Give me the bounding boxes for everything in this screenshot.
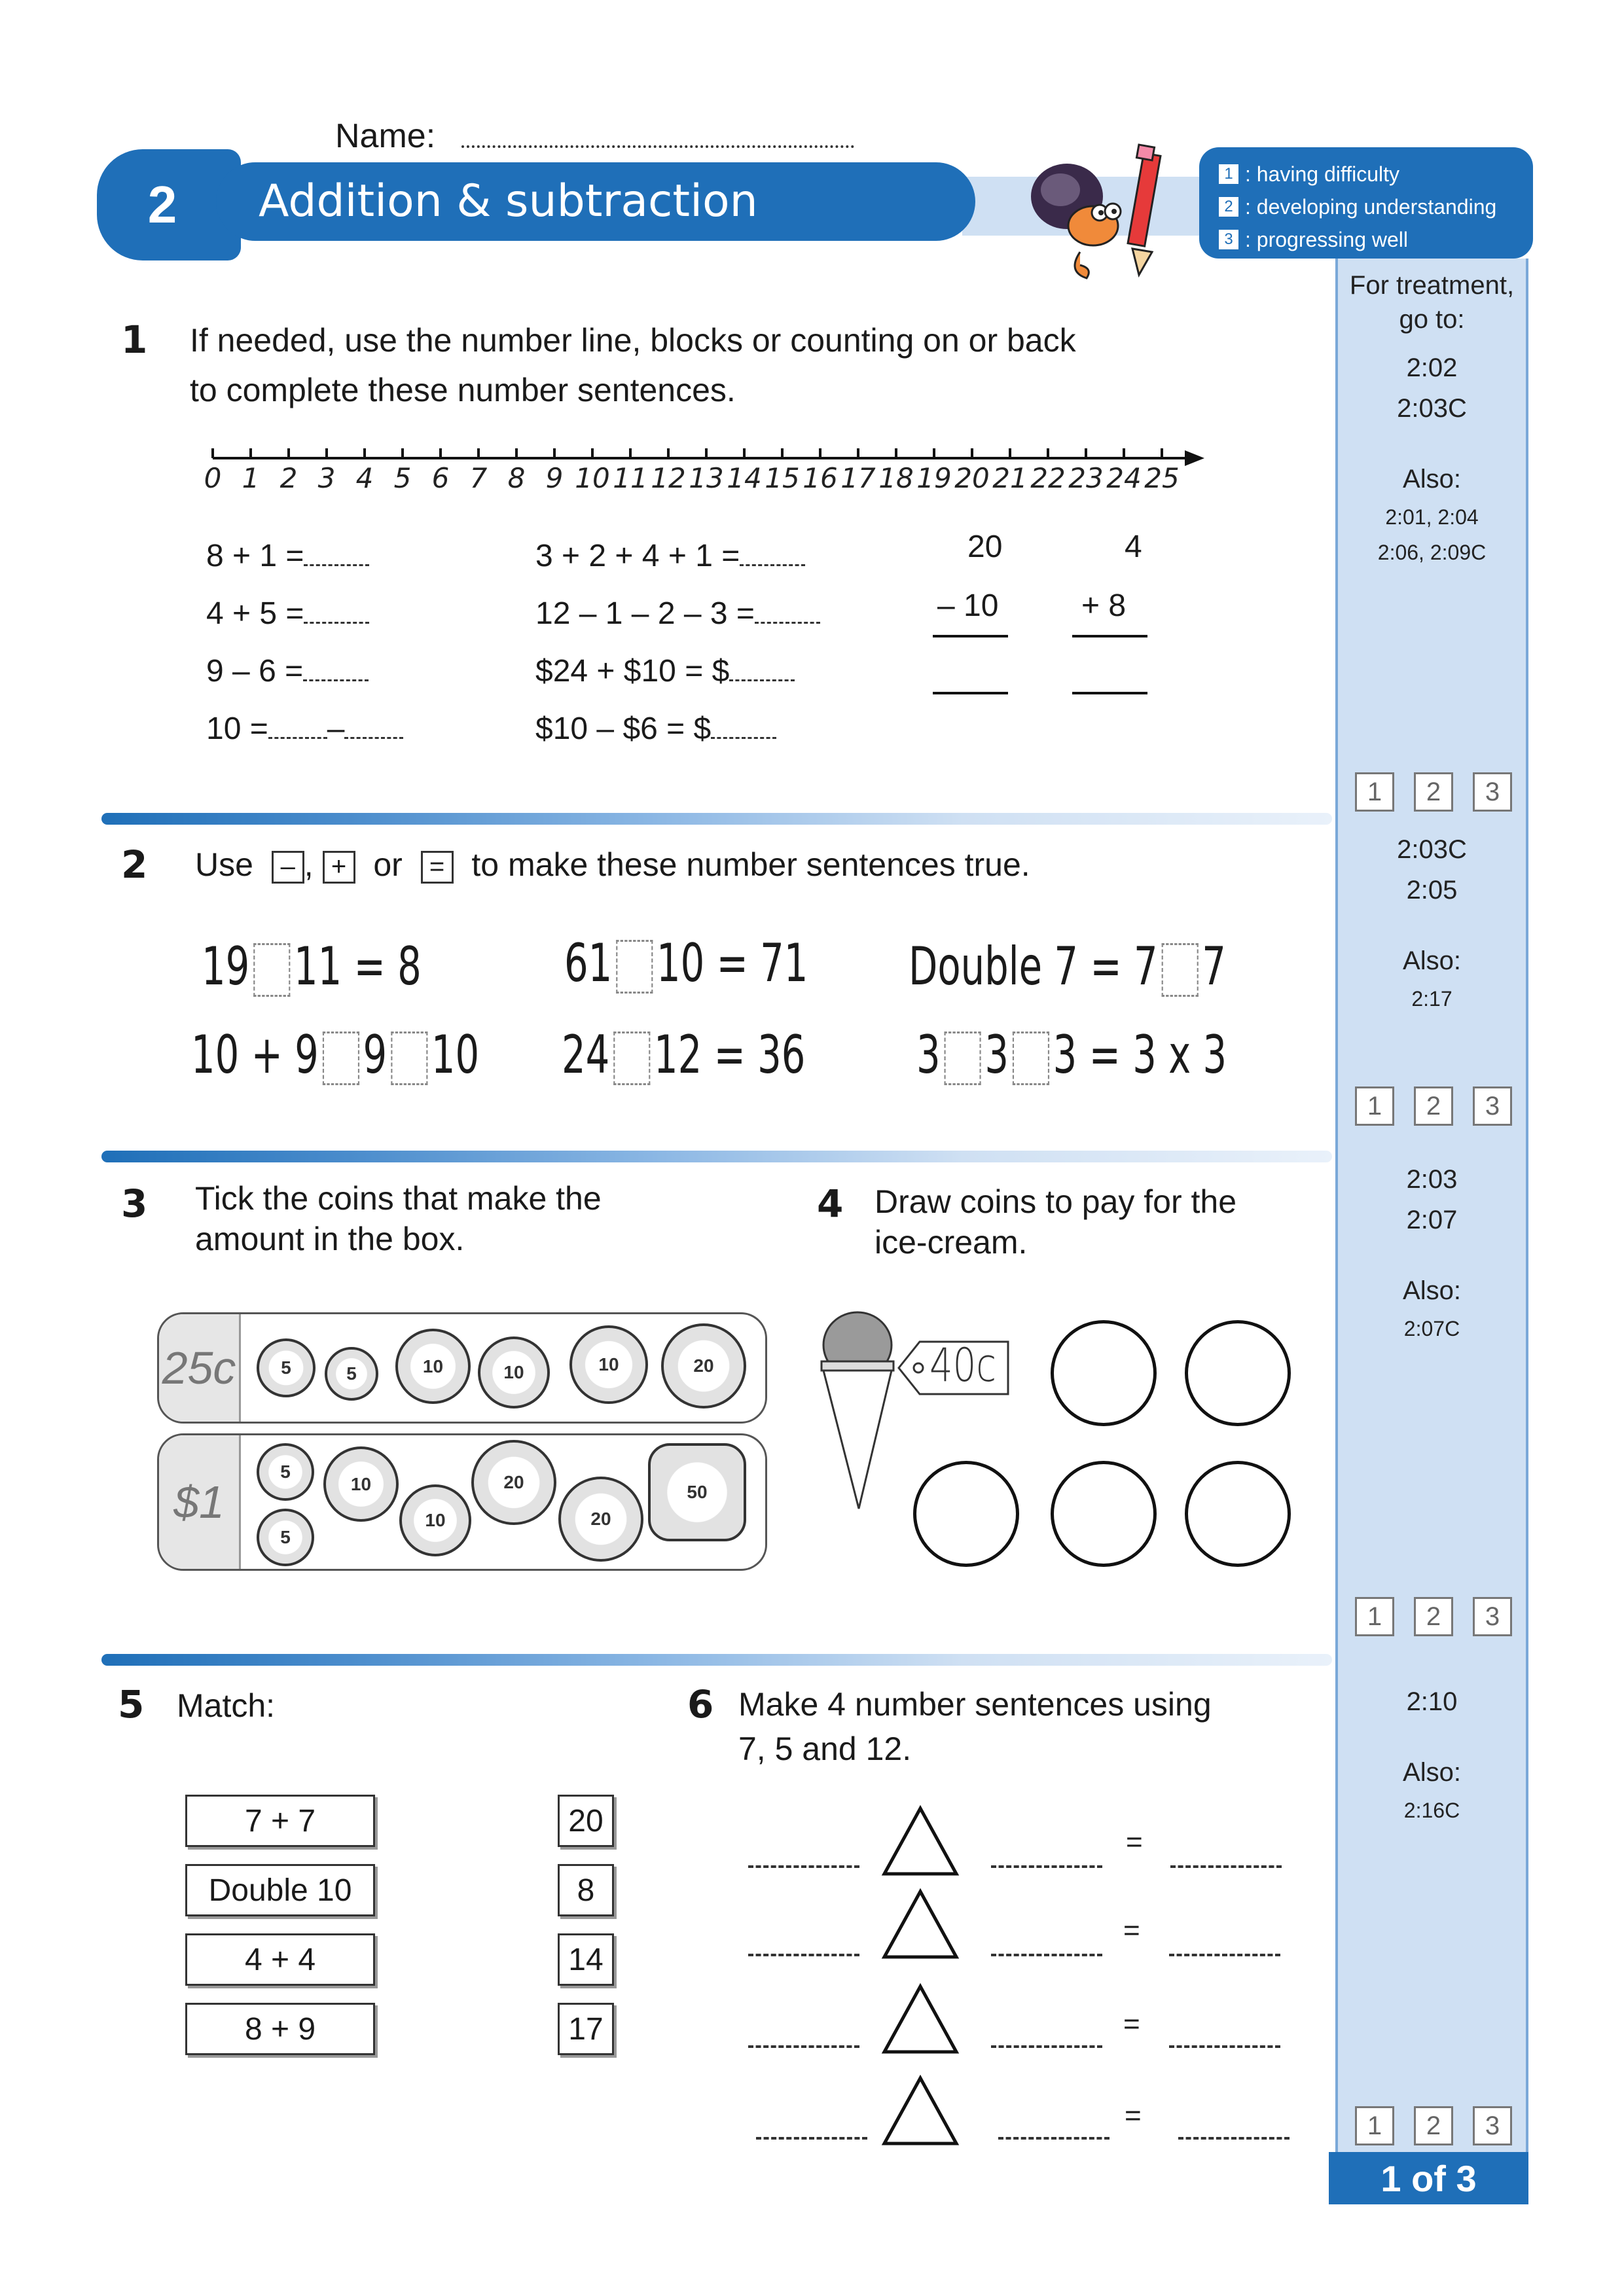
- eq-part: 3: [916, 1024, 941, 1085]
- coin-20c[interactable]: 20: [661, 1323, 746, 1408]
- answer-blank[interactable]: [268, 737, 327, 739]
- triangle-icon: [881, 2075, 960, 2147]
- also-ref[interactable]: 2:16C: [1403, 1799, 1460, 1822]
- question-number: 3: [121, 1181, 148, 1226]
- eq-part: 7: [1202, 936, 1226, 997]
- treatment-ref[interactable]: 2:03: [1406, 1165, 1458, 1194]
- legend-text: : progressing well: [1245, 228, 1408, 251]
- coin-5c[interactable]: 5: [257, 1443, 314, 1501]
- numberline-label: 20: [954, 462, 990, 494]
- answer-blank[interactable]: [748, 1954, 859, 1956]
- equals-sign: =: [1125, 2100, 1142, 2132]
- section-divider: [101, 813, 1332, 825]
- treatment-ref[interactable]: 2:07: [1406, 1206, 1458, 1234]
- vertical-sum-bottom: – 10: [937, 588, 999, 623]
- answer-blank[interactable]: [344, 737, 403, 739]
- number-line: [204, 445, 1204, 524]
- score-boxes-q5-6: [1355, 2106, 1512, 2145]
- eq-part: 3 = 3 x 3: [1053, 1024, 1227, 1085]
- coin-20c[interactable]: 20: [471, 1440, 556, 1525]
- triangle-icon: [881, 1805, 960, 1877]
- vertical-sum-bottom: + 8: [1081, 588, 1127, 623]
- eq-part: 10: [431, 1024, 480, 1085]
- answer-blank[interactable]: [740, 564, 805, 566]
- page-title: Addition & subtraction assessment: [259, 175, 758, 293]
- score-box-2[interactable]: 2: [1414, 1086, 1453, 1126]
- eq-text: 8 + 1 =: [206, 539, 304, 573]
- operator-box[interactable]: [323, 1031, 359, 1085]
- amount-label: $1: [159, 1435, 241, 1569]
- answer-line[interactable]: [1072, 692, 1147, 694]
- eq-text: 9 – 6 =: [206, 654, 304, 689]
- match-right-item[interactable]: 20: [558, 1795, 614, 1847]
- answer-blank[interactable]: [1170, 1865, 1282, 1868]
- coin-10c[interactable]: 10: [569, 1325, 648, 1404]
- section-divider: [101, 1151, 1332, 1162]
- numberline-label: 15: [765, 462, 800, 494]
- use-word: Use: [195, 846, 253, 883]
- answer-blank[interactable]: [748, 1865, 859, 1868]
- coin-drawing-circle[interactable]: [1185, 1461, 1291, 1567]
- treatment-label: For treatment, go to:: [1349, 271, 1515, 334]
- treatment-ref[interactable]: 2:10: [1406, 1687, 1458, 1716]
- numberline-label: 24: [1106, 462, 1142, 494]
- question-text: Make 4 number sentences using: [738, 1686, 1212, 1723]
- coin-drawing-circle[interactable]: [1051, 1461, 1157, 1567]
- treatment-ref[interactable]: 2:05: [1406, 876, 1458, 905]
- eq-part: 3: [984, 1024, 1009, 1085]
- question-number: 5: [118, 1682, 145, 1727]
- legend-item: [1219, 223, 1513, 256]
- eq-text: 3 + 2 + 4 + 1 =: [535, 539, 740, 573]
- assessment-legend: [1199, 147, 1533, 259]
- score-box-1[interactable]: 1: [1355, 772, 1394, 812]
- legend-item: [1219, 158, 1513, 190]
- sum-line: [933, 635, 1008, 637]
- score-box-1[interactable]: 1: [1355, 1597, 1394, 1636]
- answer-blank[interactable]: [711, 737, 776, 739]
- also-ref[interactable]: 2:01, 2:04: [1385, 505, 1479, 529]
- sum-line: [1072, 635, 1147, 637]
- numberline-label: 1: [242, 462, 260, 494]
- operator-box[interactable]: [1013, 1031, 1049, 1085]
- equals-sign: =: [1123, 1914, 1140, 1946]
- eq-text: $10 – $6 = $: [535, 711, 712, 746]
- eq-part: 9: [363, 1024, 388, 1085]
- eq-part: 10 = 71: [656, 933, 808, 994]
- coin-drawing-circle[interactable]: [1051, 1320, 1157, 1426]
- q2-equation: [191, 1024, 479, 1085]
- question-number: 2: [121, 842, 148, 887]
- q1-eq: [206, 653, 369, 689]
- coin-drawing-circle[interactable]: [1185, 1320, 1291, 1426]
- numberline-label: 4: [355, 462, 374, 494]
- eq-text: $24 + $10 = $: [535, 654, 730, 689]
- also-label: Also:: [1403, 946, 1461, 975]
- q2-equation: [909, 936, 1226, 997]
- score-boxes-q1: [1355, 772, 1512, 812]
- operator-box[interactable]: [944, 1031, 981, 1085]
- also-ref[interactable]: 2:06, 2:09C: [1377, 541, 1487, 564]
- answer-blank[interactable]: [304, 564, 369, 566]
- score-box-1[interactable]: 1: [1355, 1086, 1394, 1126]
- plus-box: +: [323, 851, 355, 884]
- eq-text: –: [327, 711, 345, 746]
- score-box-2[interactable]: 2: [1414, 1597, 1453, 1636]
- numberline-label: 16: [803, 462, 838, 494]
- ice-cream-icon: [818, 1309, 897, 1512]
- triangle-icon: [881, 1888, 960, 1960]
- legend-text: : developing understanding: [1245, 195, 1497, 219]
- eq-part: 19: [202, 936, 250, 997]
- treatment-ref[interactable]: 2:03C: [1397, 394, 1467, 423]
- coin-10c[interactable]: 10: [478, 1336, 550, 1408]
- coin-10c[interactable]: 10: [395, 1329, 471, 1404]
- hermit-crab-mascot-icon: [1021, 141, 1178, 285]
- q1-eq: [535, 596, 820, 632]
- name-label: Name:: [335, 117, 436, 155]
- q1-eq: [206, 596, 369, 632]
- q1-eq: [206, 538, 369, 574]
- score-box-3[interactable]: 3: [1473, 1086, 1512, 1126]
- match-left-item[interactable]: 4 + 4: [185, 1933, 375, 1986]
- numberline-label: 25: [1144, 462, 1180, 494]
- vertical-sum-top: 20: [967, 529, 1003, 564]
- match-left-item[interactable]: Double 10: [185, 1864, 375, 1916]
- answer-line[interactable]: [933, 692, 1008, 694]
- numberline-label: 11: [613, 462, 648, 494]
- operator-box[interactable]: [616, 940, 653, 994]
- treatment-ref[interactable]: 2:03C: [1397, 835, 1467, 864]
- numberline-label: 14: [727, 462, 762, 494]
- legend-chip: 2: [1219, 197, 1238, 217]
- eq-part: 24: [562, 1024, 610, 1085]
- numberline-label: 2: [280, 462, 298, 494]
- coin-10c[interactable]: 10: [323, 1446, 399, 1522]
- match-right-item[interactable]: 8: [558, 1864, 614, 1916]
- operator-box[interactable]: [391, 1031, 427, 1085]
- also-label: Also:: [1403, 465, 1461, 493]
- coin-5c[interactable]: 5: [325, 1347, 378, 1401]
- score-boxes-q3-4: [1355, 1597, 1512, 1636]
- instruction-rest: to make these number sentences true.: [471, 846, 1030, 883]
- amount-label: 25c: [159, 1314, 241, 1422]
- also-ref[interactable]: 2:07C: [1403, 1317, 1460, 1340]
- operator-box[interactable]: [613, 1031, 650, 1085]
- legend-text: : having difficulty: [1245, 162, 1399, 186]
- match-left-item[interactable]: 8 + 9: [185, 2003, 375, 2055]
- numberline-label: 13: [689, 462, 724, 494]
- numberline-label: 23: [1068, 462, 1104, 494]
- question-text: ice-cream.: [875, 1224, 1028, 1261]
- unit-number: 2: [147, 175, 177, 234]
- question-text: Tick the coins that make the: [195, 1180, 602, 1217]
- score-box-1[interactable]: 1: [1355, 2106, 1394, 2145]
- numberline-label: 22: [1030, 462, 1066, 494]
- answer-blank[interactable]: [1178, 2137, 1290, 2140]
- numberline-label: 18: [878, 462, 914, 494]
- coin-10c[interactable]: 10: [399, 1484, 471, 1556]
- equals-sign: =: [1126, 1826, 1143, 1858]
- q1-eq: [535, 711, 776, 747]
- answer-blank[interactable]: [991, 1865, 1102, 1868]
- score-box-3[interactable]: 3: [1473, 2106, 1512, 2145]
- score-box-2[interactable]: 2: [1414, 772, 1453, 812]
- also-label: Also:: [1403, 1758, 1461, 1787]
- numberline-label: 6: [431, 462, 450, 494]
- equals-box: =: [421, 851, 454, 884]
- question-text: to complete these number sentences.: [190, 372, 736, 408]
- q1-eq: [535, 538, 805, 574]
- numberline-label: 3: [317, 462, 336, 494]
- eq-text: 4 + 5 =: [206, 596, 304, 631]
- numberline-label: 10: [575, 462, 610, 494]
- question-text: 7, 5 and 12.: [738, 1731, 912, 1767]
- numberline-label: 19: [916, 462, 952, 494]
- name-field[interactable]: [461, 145, 854, 148]
- treatment-ref[interactable]: 2:02: [1406, 353, 1458, 382]
- legend-chip: 1: [1219, 164, 1238, 184]
- match-right-item[interactable]: 17: [558, 2003, 614, 2055]
- question-text: Draw coins to pay for the: [875, 1183, 1237, 1220]
- score-boxes-q2: [1355, 1086, 1512, 1126]
- also-ref[interactable]: 2:17: [1411, 987, 1453, 1011]
- question-number: 6: [687, 1682, 714, 1727]
- score-box-3[interactable]: 3: [1473, 772, 1512, 812]
- score-box-2[interactable]: 2: [1414, 2106, 1453, 2145]
- match-right-item[interactable]: 14: [558, 1933, 614, 1986]
- triangle-icon: [881, 1983, 960, 2055]
- page-number: 1 of 3: [1329, 2152, 1528, 2204]
- legend-chip: 3: [1219, 230, 1238, 249]
- or-word: or: [373, 846, 403, 883]
- q1-eq: [535, 653, 795, 689]
- operator-box[interactable]: [253, 943, 290, 997]
- question-text: Match:: [177, 1687, 276, 1724]
- numberline-label: 17: [840, 462, 876, 494]
- coin-5c[interactable]: 5: [257, 1509, 314, 1566]
- eq-part: 61: [564, 933, 613, 994]
- answer-blank[interactable]: [755, 622, 820, 624]
- numberline-label: 7: [469, 462, 488, 494]
- answer-blank[interactable]: [756, 2137, 867, 2140]
- answer-blank[interactable]: [991, 1954, 1102, 1956]
- q1-eq: [206, 711, 403, 747]
- eq-part: 12 = 36: [653, 1024, 806, 1085]
- answer-blank[interactable]: [729, 679, 795, 681]
- coin-50c[interactable]: 50: [648, 1443, 746, 1541]
- numberline-label: 21: [992, 462, 1028, 494]
- answer-blank[interactable]: [748, 2045, 859, 2048]
- question-text: [195, 840, 1030, 889]
- numberline-label: 8: [507, 462, 526, 494]
- match-left-item[interactable]: 7 + 7: [185, 1795, 375, 1847]
- question-number: 4: [817, 1181, 844, 1226]
- q2-equation: [564, 933, 808, 994]
- numberline-label: 5: [393, 462, 412, 494]
- score-box-3[interactable]: 3: [1473, 1597, 1512, 1636]
- legend-item: [1219, 190, 1513, 223]
- eq-part: 11 = 8: [293, 936, 422, 997]
- eq-text: 10 =: [206, 711, 268, 746]
- eq-text: 12 – 1 – 2 – 3 =: [535, 596, 755, 631]
- numberline-label: 9: [545, 462, 564, 494]
- eq-part: Double 7 = 7: [909, 936, 1158, 997]
- also-label: Also:: [1403, 1276, 1461, 1305]
- minus-box: –: [272, 851, 304, 884]
- vertical-sum-top: 4: [1125, 529, 1142, 564]
- numberline-label: 0: [204, 462, 222, 494]
- q2-equation: [562, 1024, 805, 1085]
- q2-equation: [916, 1024, 1227, 1085]
- answer-blank[interactable]: [998, 2137, 1110, 2140]
- coin-drawing-circle[interactable]: [913, 1461, 1019, 1567]
- answer-blank[interactable]: [1169, 1954, 1280, 1956]
- eq-part: 10 + 9: [191, 1024, 319, 1085]
- answer-blank[interactable]: [1169, 2045, 1280, 2048]
- coin-20c[interactable]: 20: [558, 1477, 643, 1562]
- question-text: amount in the box.: [195, 1221, 465, 1257]
- coin-5c[interactable]: 5: [257, 1338, 316, 1397]
- q2-equation: [202, 936, 422, 997]
- comma: ,: [304, 846, 314, 883]
- question-number: 1: [121, 317, 148, 362]
- price-label: 40c: [929, 1338, 997, 1392]
- section-divider: [101, 1654, 1332, 1666]
- operator-box[interactable]: [1161, 943, 1198, 997]
- answer-blank[interactable]: [304, 622, 369, 624]
- equals-sign: =: [1123, 2008, 1140, 2040]
- answer-blank[interactable]: [991, 2045, 1102, 2048]
- numberline-label: 12: [651, 462, 686, 494]
- question-text: If needed, use the number line, blocks or counting on or back: [190, 322, 1076, 359]
- answer-blank[interactable]: [303, 679, 369, 681]
